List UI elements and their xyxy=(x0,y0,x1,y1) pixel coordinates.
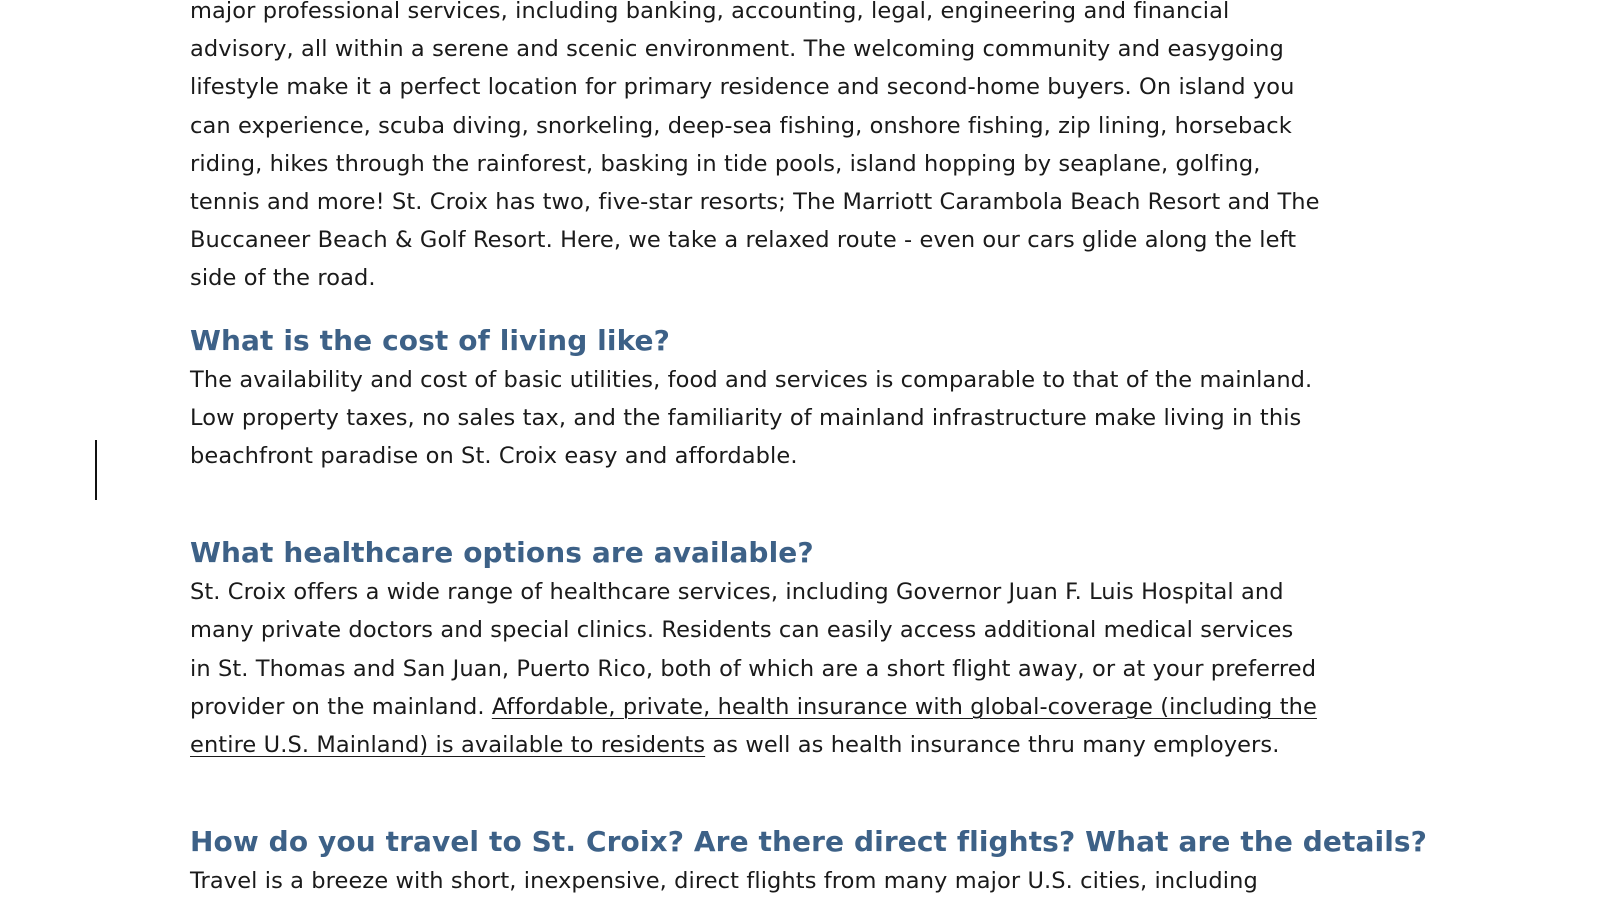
empty-paragraph[interactable] xyxy=(190,764,1430,822)
healthcare-heading: What healthcare options are available? xyxy=(190,536,814,570)
intro-line: Buccaneer Beach & Golf Resort. Here, we take a relaxed route - even our cars glide along the left xyxy=(190,227,1297,254)
cost-of-living-heading: What is the cost of living like? xyxy=(190,323,670,357)
cost-line: beachfront paradise on St. Croix easy and affordable. xyxy=(190,443,798,470)
intro-line: tennis and more! St. Croix has two, five-star resorts; The Marriott Carambola Beach Resort and The xyxy=(190,189,1320,216)
intro-line: major professional services, including banking, accounting, legal, engineering and financial xyxy=(190,0,1230,24)
document-body[interactable] xyxy=(190,0,1430,900)
healthcare-line: in St. Thomas and San Juan, Puerto Rico, both of which are a short flight away, or at your preferred xyxy=(190,655,1317,682)
travel-paragraph[interactable] xyxy=(190,862,1430,900)
healthcare-line xyxy=(190,726,1430,764)
intro-line: lifestyle make it a perfect location for primary residence and second-home buyers. On island you xyxy=(190,74,1295,101)
healthcare-line: many private doctors and special clinics. Residents can easily access additional medical services xyxy=(190,617,1294,644)
cost-line: The availability and cost of basic utilities, food and services is comparable to that of the mainland. xyxy=(190,366,1313,393)
intro-line: side of the road. xyxy=(190,265,376,292)
intro-line: can experience, scuba diving, snorkeling, deep-sea fishing, onshore fishing, zip lining, horseback xyxy=(190,112,1292,139)
intro-paragraph[interactable] xyxy=(190,0,1430,298)
healthcare-line-suffix: as well as health insurance thru many employers. xyxy=(705,732,1280,759)
travel-line: Travel is a breeze with short, inexpensive, direct flights from many major U.S. cities, including xyxy=(190,868,1258,895)
text-cursor xyxy=(95,440,97,500)
cost-line: Low property taxes, no sales tax, and the familiarity of mainland infrastructure make living in this xyxy=(190,404,1302,431)
healthcare-line: St. Croix offers a wide range of healthcare services, including Governor Juan F. Luis Hospital and xyxy=(190,579,1284,606)
empty-paragraph[interactable] xyxy=(190,475,1430,533)
intro-line: advisory, all within a serene and scenic environment. The welcoming community and easygoing xyxy=(190,36,1284,63)
travel-heading: How do you travel to St. Croix? Are there direct flights? What are the details? xyxy=(190,825,1428,859)
intro-line: riding, hikes through the rainforest, basking in tide pools, island hopping by seaplane, golfing, xyxy=(190,150,1261,177)
healthcare-line xyxy=(190,688,1430,726)
healthcare-line-prefix: provider on the mainland. xyxy=(190,693,492,720)
cost-of-living-paragraph[interactable] xyxy=(190,361,1430,476)
healthcare-paragraph[interactable] xyxy=(190,573,1430,764)
health-insurance-link[interactable]: Affordable, private, health insurance with global-coverage (including the xyxy=(491,693,1317,720)
health-insurance-link-continued[interactable]: entire U.S. Mainland) is available to residents xyxy=(190,732,706,759)
